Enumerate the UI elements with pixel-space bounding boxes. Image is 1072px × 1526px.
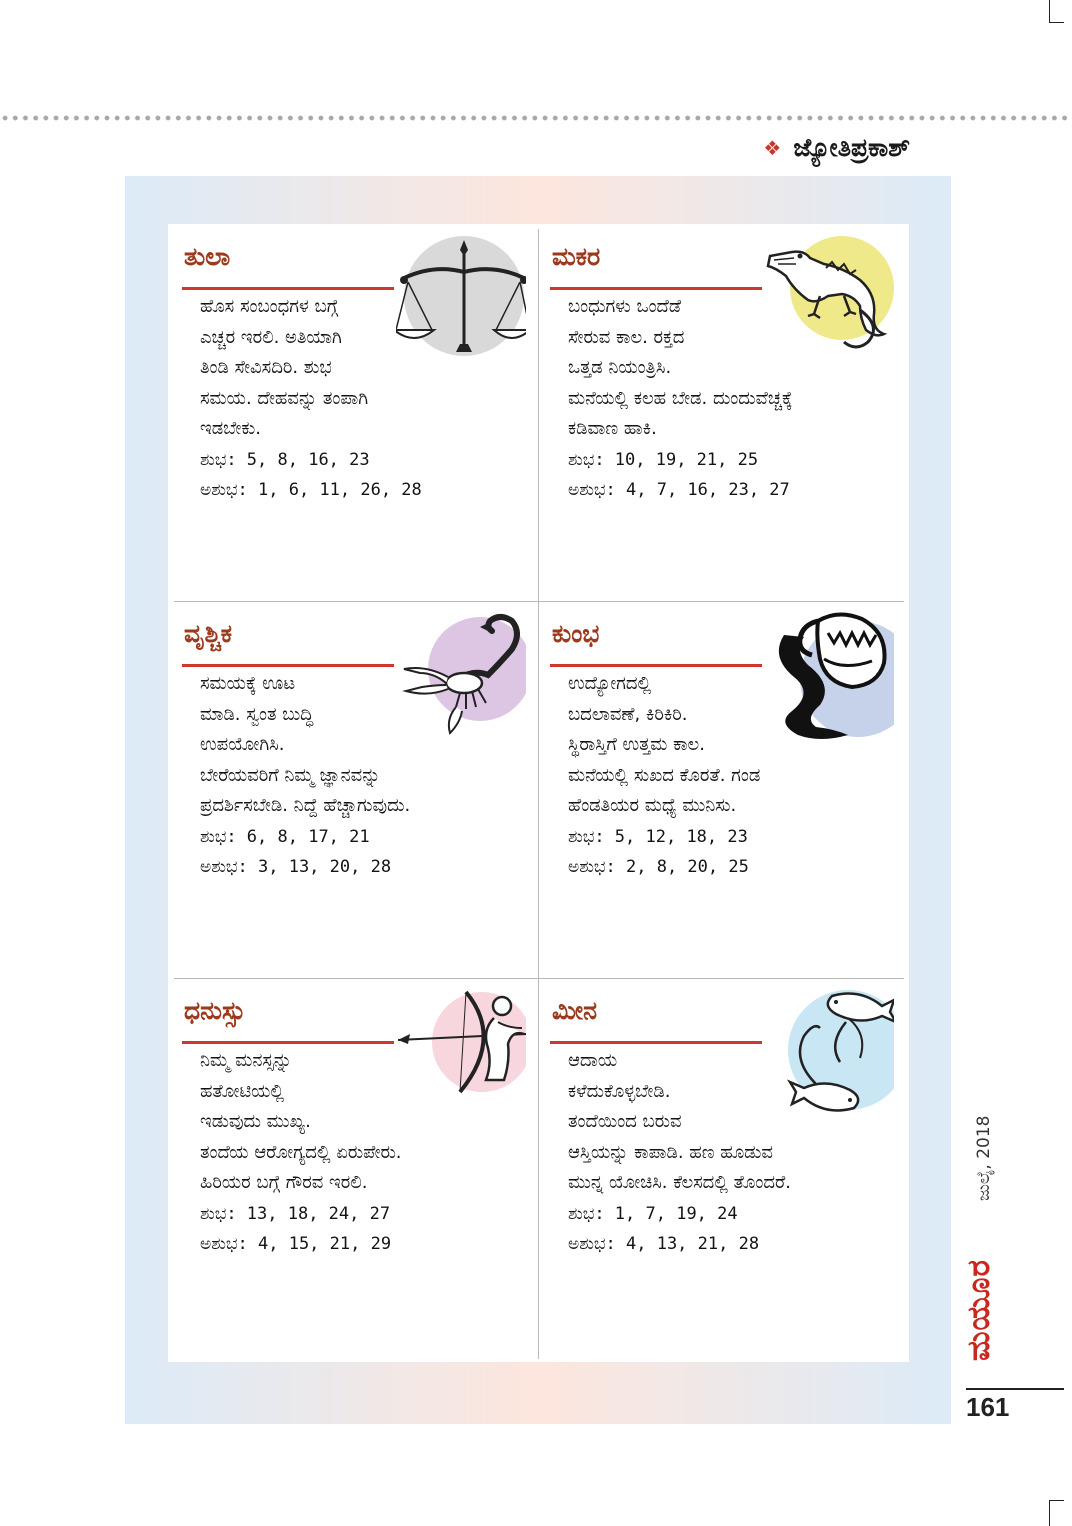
sign-prediction <box>568 292 898 506</box>
red-underline <box>182 664 394 667</box>
prediction-line: ತಂದೆಯ ಆರೋಗ್ಯದಲ್ಲಿ ಏರುಪೇರು. <box>200 1141 402 1163</box>
red-underline <box>550 287 762 290</box>
prediction-line: ಸಮಯಕ್ಕೆ ಊಟ <box>200 673 296 694</box>
crop-mark-top <box>1049 0 1064 23</box>
sign-card-vrishchika <box>170 607 530 967</box>
prediction-line: ಸೇರುವ ಕಾಲ. ರಕ್ತದ <box>568 326 685 348</box>
red-underline <box>182 287 394 290</box>
section-title: ಜ್ಯೋತಿಪ್ರಕಾಶ್ <box>793 133 910 162</box>
prediction-line: ಕಡಿವಾಣ ಹಾಕಿ. <box>568 418 657 439</box>
sign-name: ತುಲಾ <box>184 242 231 271</box>
diamond-bullet-icon: ❖ <box>763 136 782 160</box>
prediction-line: ಮಾಡಿ. ಸ್ವಂತ ಬುದ್ಧಿ <box>200 703 314 725</box>
prediction-line: ಸ್ಥಿರಾಸ್ತಿಗೆ ಉತ್ತಮ ಕಾಲ. <box>568 734 705 755</box>
prediction-line: ಆಸ್ತಿಯನ್ನು ಕಾಪಾಡಿ. ಹಣ ಹೂಡುವ <box>568 1141 773 1163</box>
sign-prediction <box>568 669 898 883</box>
lucky-dates: ಶುಭ: 10, 19, 21, 25 <box>568 449 759 470</box>
sign-prediction <box>200 292 530 506</box>
prediction-line: ಎಚ್ಚರ ಇರಲಿ. ಅತಿಯಾಗಿ <box>200 326 342 348</box>
unlucky-dates: ಅಶುಭ: 4, 15, 21, 29 <box>200 1234 392 1254</box>
unlucky-dates: ಅಶುಭ: 4, 7, 16, 23, 27 <box>568 480 790 500</box>
prediction-line: ಮನೆಯಲ್ಲಿ ಸುಖದ ಕೊರತೆ. ಗಂಡ <box>568 764 761 786</box>
section-header <box>763 131 910 165</box>
prediction-line: ಬೇರೆಯವರಿಗೆ ನಿಮ್ಮ ಜ್ಞಾನವನ್ನು <box>200 764 381 786</box>
sign-card-makara <box>538 230 898 590</box>
prediction-line: ಸಮಯ. ದೇಹವನ್ನು ತಂಪಾಗಿ <box>200 387 369 409</box>
page-number: 161 <box>966 1392 1010 1422</box>
prediction-line: ಆದಾಯ <box>568 1050 618 1071</box>
prediction-line: ಬಂಧುಗಳು ಒಂದೆಡೆ <box>568 296 682 317</box>
red-underline <box>550 664 762 667</box>
sign-card-tula <box>170 230 530 590</box>
sign-card-meena <box>538 984 898 1344</box>
magazine-name: ಮಯೂರ <box>961 1259 997 1361</box>
lucky-dates: ಶುಭ: 6, 8, 17, 21 <box>200 826 370 847</box>
sign-name: ವೃಶ್ಚಿಕ <box>184 619 233 648</box>
prediction-line: ಪ್ರದರ್ಶಿಸಬೇಡಿ. ನಿದ್ದೆ ಹೆಚ್ಚಾಗುವುದು. <box>200 795 411 816</box>
lucky-dates: ಶುಭ: 5, 12, 18, 23 <box>568 826 748 847</box>
prediction-line: ಇಡುವುದು ಮುಖ್ಯ. <box>200 1111 311 1132</box>
sign-card-dhanussu <box>170 984 530 1344</box>
issue-date: ಜುಲೈ, 2018 <box>974 1115 994 1201</box>
prediction-line: ಮನೆಯಲ್ಲಿ ಕಲಹ ಬೇಡ. ದುಂದುವೆಚ್ಚಕ್ಕೆ <box>568 387 793 409</box>
sign-prediction <box>200 669 530 883</box>
row-divider <box>174 601 904 602</box>
row-divider <box>174 978 904 979</box>
lucky-dates: ಶುಭ: 1, 7, 19, 24 <box>568 1203 738 1224</box>
sign-card-kumbha <box>538 607 898 967</box>
page-number-rule <box>966 1388 1064 1390</box>
unlucky-dates: ಅಶುಭ: 1, 6, 11, 26, 28 <box>200 480 422 500</box>
prediction-line: ಹೆಂಡತಿಯರ ಮಧ್ಯೆ ಮುನಿಸು. <box>568 795 737 816</box>
unlucky-dates: ಅಶುಭ: 4, 13, 21, 28 <box>568 1234 760 1254</box>
prediction-line: ಹಿರಿಯರ ಬಗ್ಗೆ ಗೌರವ ಇರಲಿ. <box>200 1172 368 1193</box>
sign-name: ಕುಂಭ <box>552 619 600 648</box>
crop-mark-bottom <box>1049 1500 1064 1526</box>
prediction-line: ನಿಮ್ಮ ಮನಸ್ಸನ್ನು <box>200 1050 292 1071</box>
dotted-divider <box>0 114 1072 122</box>
prediction-line: ಉದ್ಯೋಗದಲ್ಲಿ <box>568 673 652 694</box>
prediction-line: ಮುನ್ನ ಯೋಚಿಸಿ. ಕೆಲಸದಲ್ಲಿ ತೊಂದರೆ. <box>568 1172 791 1193</box>
sign-name: ಮೀನ <box>552 996 598 1025</box>
prediction-line: ಉಪಯೋಗಿಸಿ. <box>200 734 285 755</box>
prediction-line: ಬದಲಾವಣೆ, ಕಿರಿಕಿರಿ. <box>568 703 688 725</box>
lucky-dates: ಶುಭ: 13, 18, 24, 27 <box>200 1203 391 1224</box>
sign-name: ಮಕರ <box>552 242 601 271</box>
sign-prediction <box>568 1046 898 1260</box>
sign-name: ಧನುಸ್ಸು <box>184 996 246 1025</box>
lucky-dates: ಶುಭ: 5, 8, 16, 23 <box>200 449 370 470</box>
prediction-line: ಹೊಸ ಸಂಬಂಧಗಳ ಬಗ್ಗೆ <box>200 296 339 317</box>
prediction-line: ಇಡಬೇಕು. <box>200 418 261 439</box>
prediction-line: ಕಳೆದುಕೊಳ್ಳಬೇಡಿ. <box>568 1080 671 1102</box>
red-underline <box>550 1041 762 1044</box>
red-underline <box>182 1041 394 1044</box>
unlucky-dates: ಅಶುಭ: 3, 13, 20, 28 <box>200 857 392 877</box>
prediction-line: ಒತ್ತಡ ನಿಯಂತ್ರಿಸಿ. <box>568 357 672 378</box>
sign-prediction <box>200 1046 530 1260</box>
unlucky-dates: ಅಶುಭ: 2, 8, 20, 25 <box>568 857 749 877</box>
prediction-line: ಹತೋಟಿಯಲ್ಲಿ <box>200 1080 285 1102</box>
prediction-line: ತಂದೆಯಿಂದ ಬರುವ <box>568 1111 682 1132</box>
prediction-line: ತಿಂಡಿ ಸೇವಿಸದಿರಿ. ಶುಭ <box>200 357 332 378</box>
